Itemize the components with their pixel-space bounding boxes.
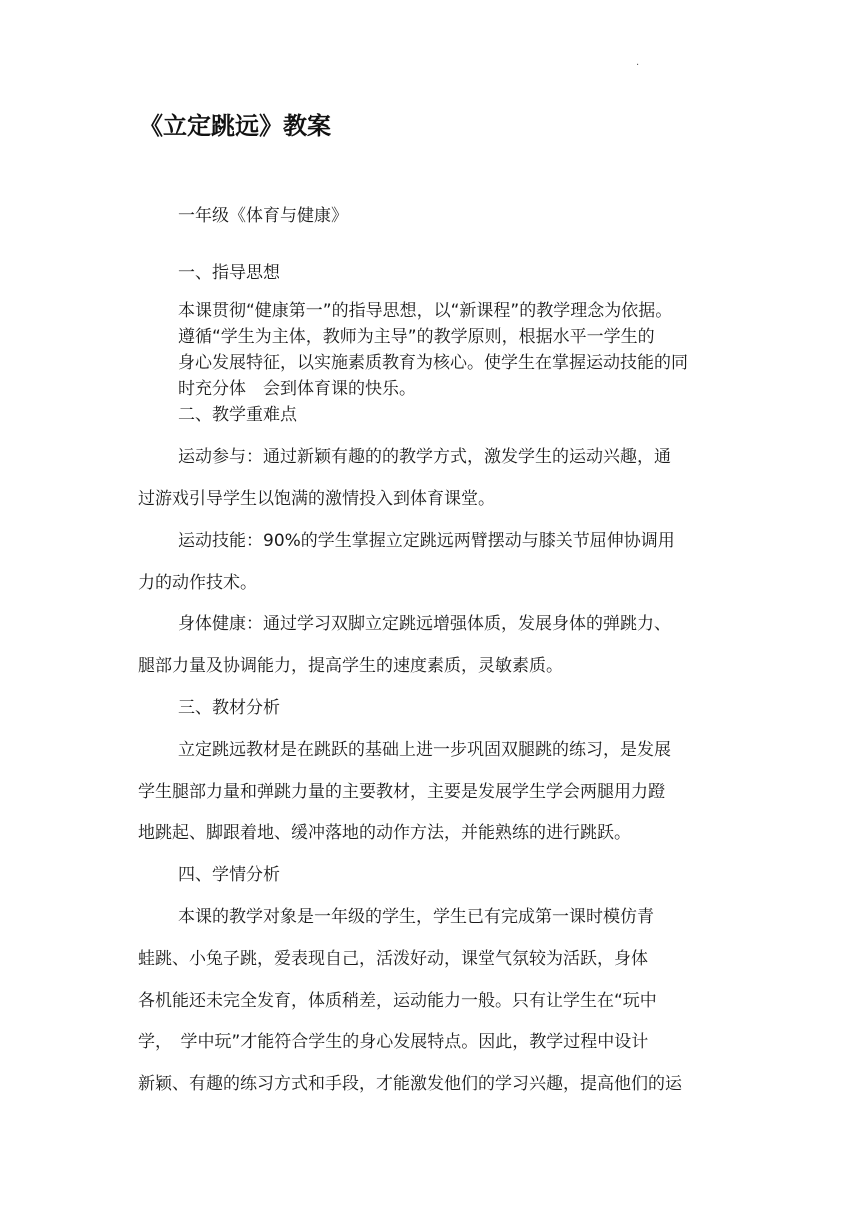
section-heading-3: 三、教材分析: [178, 698, 280, 718]
paragraph-line: 遵循“学生为主体，教师为主导”的教学原则，根据水平一学生的: [178, 327, 655, 347]
paragraph-line: 新颖、有趣的练习方式和手段，才能激发他们的学习兴趣，提高他们的运: [138, 1074, 682, 1094]
paragraph-line: 身心发展特征，以实施素质教育为核心。使学生在掌握运动技能的同: [178, 353, 688, 373]
subtitle: 一年级《体育与健康》: [178, 206, 348, 226]
header-mark: ·: [636, 60, 640, 71]
paragraph-line: 身体健康：通过学习双脚立定跳远增强体质，发展身体的弹跳力、: [178, 614, 671, 634]
paragraph-line: 运动技能：90%的学生掌握立定跳远两臂摆动与膝关节屈伸协调用: [178, 531, 675, 551]
paragraph-line: 力的动作技术。: [138, 573, 257, 593]
section-heading-2: 二、教学重难点: [178, 405, 297, 425]
paragraph-line: 本课的教学对象是一年级的学生，学生已有完成第一课时模仿青: [178, 907, 654, 927]
document-title: 《立定跳远》教案: [139, 112, 331, 140]
paragraph-line: 立定跳远教材是在跳跃的基础上进一步巩固双腿跳的练习，是发展: [178, 740, 671, 760]
paragraph-line: 过游戏引导学生以饱满的激情投入到体育课堂。: [138, 489, 495, 509]
paragraph-line: 地跳起、脚跟着地、缓冲落地的动作方法，并能熟练的进行跳跃。: [138, 823, 631, 843]
paragraph-line: 各机能还未完全发育，体质稍差，运动能力一般。只有让学生在“玩中: [138, 991, 657, 1011]
section-heading-4: 四、学情分析: [178, 865, 280, 885]
paragraph-line: 学， 学中玩”才能符合学生的身心发展特点。因此，教学过程中设计: [138, 1032, 649, 1052]
paragraph-line: 时充分体 会到体育课的快乐。: [178, 379, 416, 399]
section-heading-1: 一、指导思想: [178, 263, 280, 283]
paragraph-line: 学生腿部力量和弹跳力量的主要教材，主要是发展学生学会两腿用力蹬: [138, 782, 665, 802]
paragraph-line: 蛙跳、小兔子跳，爱表现自己，活泼好动，课堂气氛较为活跃，身体: [138, 949, 648, 969]
paragraph-line: 运动参与：通过新颖有趣的的教学方式，激发学生的运动兴趣，通: [178, 447, 671, 467]
paragraph-line: 腿部力量及协调能力，提高学生的速度素质，灵敏素质。: [138, 656, 563, 676]
paragraph-line: 本课贯彻“健康第一”的指导思想，以“新课程”的教学理念为依据。: [178, 301, 673, 321]
